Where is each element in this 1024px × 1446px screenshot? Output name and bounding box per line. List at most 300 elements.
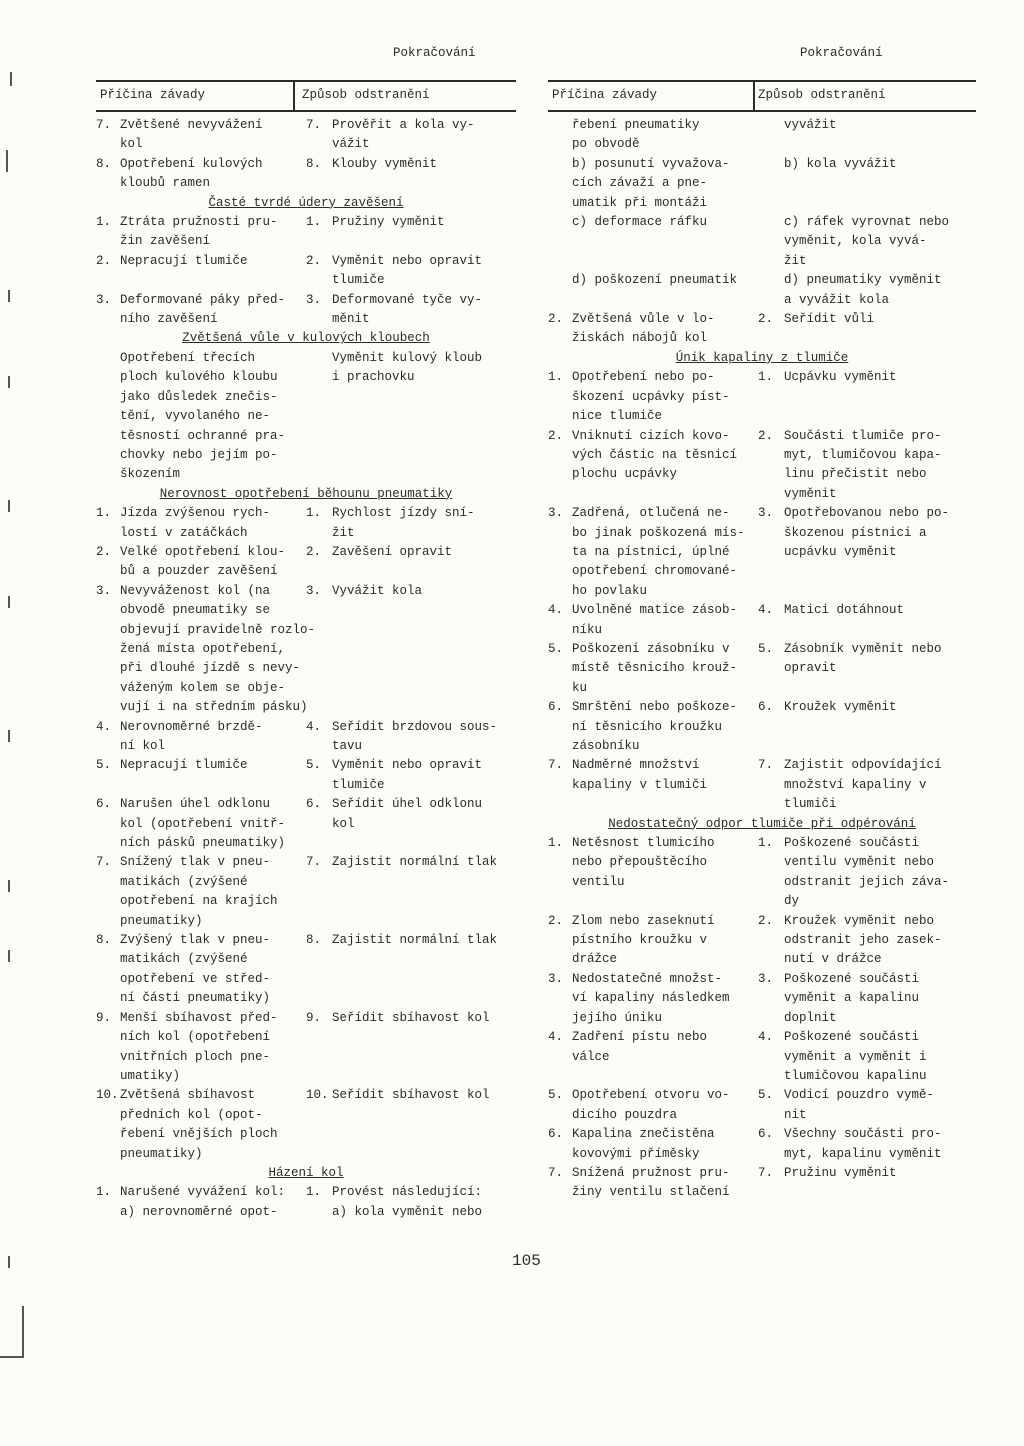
table-line (548, 1183, 976, 1202)
table-line (548, 427, 976, 446)
table-line (548, 756, 976, 775)
table-line (96, 1106, 516, 1125)
cause-text: umatiky) (120, 1068, 181, 1083)
cause-text: vují i na středním pásku) (120, 700, 308, 715)
remedy-text: Pružiny vyměnit (332, 215, 445, 230)
cause-text: nice tlumiče (572, 409, 663, 424)
item-number (548, 543, 572, 562)
table-line (548, 388, 976, 407)
table-line (96, 213, 516, 232)
item-number: 3. (548, 971, 564, 986)
cause-text (572, 892, 758, 911)
item-number (548, 1067, 572, 1086)
item-number: 6. (96, 797, 112, 812)
remedy-number (306, 368, 332, 387)
table-line (548, 989, 976, 1008)
remedy-number (306, 1028, 332, 1047)
table-line (96, 659, 516, 678)
remedy-text (784, 1183, 976, 1202)
item-number (548, 1145, 572, 1164)
table-row (96, 213, 516, 252)
remedy-text (784, 737, 976, 756)
remedy-text: tlumičovou kapalinu (784, 1068, 927, 1083)
cause-text: Opotřebení kulových (120, 156, 263, 171)
remedy-number (306, 989, 332, 1008)
remedy-text: žit (332, 525, 355, 540)
item-number: 4. (548, 1030, 564, 1045)
cause-text: Opotřebení otvoru vo- (572, 1088, 730, 1103)
remedy-number: 1. (758, 836, 774, 851)
table-line (548, 718, 976, 737)
table-line (548, 232, 976, 251)
remedy-number: 8. (306, 933, 322, 948)
remedy-number (758, 194, 784, 213)
cause-text: Ztráta pružnosti pru- (120, 215, 278, 230)
continuation-label: Pokračování (800, 46, 883, 60)
cause-text: Netěsnost tlumicího (572, 836, 715, 851)
cause-text (120, 776, 306, 795)
table-row (96, 252, 516, 291)
item-number (548, 659, 572, 678)
remedy-text: doplnit (784, 1010, 837, 1025)
cause-text: matikách (zvýšené (120, 874, 248, 889)
remedy-number (306, 892, 332, 911)
item-number (96, 621, 120, 640)
item-number: 2. (548, 913, 564, 928)
item-number (548, 873, 572, 892)
item-number (548, 1183, 572, 1202)
remedy-number (306, 349, 332, 368)
continuation-label: Pokračování (393, 46, 476, 60)
remedy-text: d) pneumatiky vyměnit (784, 273, 942, 288)
section-heading: Zvětšená vůle v kulových kloubech (182, 331, 430, 346)
cause-text: Zvýšený tlak v pneu- (120, 933, 271, 948)
table-line (96, 989, 516, 1008)
remedy-text: myt, kapalinu vyměnit (784, 1146, 942, 1161)
remedy-number (306, 601, 332, 620)
table-line (96, 1125, 516, 1144)
remedy-text: Pružinu vyměnit (784, 1165, 897, 1180)
table-line (548, 737, 976, 756)
remedy-text (332, 465, 516, 484)
remedy-text (784, 407, 976, 426)
remedy-number (758, 718, 784, 737)
cause-text: po obvodě (572, 137, 640, 152)
remedy-text: a) kola vyměnit nebo (332, 1204, 483, 1219)
section-heading: Nerovnost opotřebení běhounu pneumatiky (159, 486, 453, 501)
table-line (96, 543, 516, 562)
remedy-number (758, 135, 784, 154)
cause-text: Zadřená, otlučená ne- (572, 506, 730, 521)
remedy-number: 2. (306, 544, 322, 559)
remedy-text: Seřídit sbíhavost kol (332, 1010, 490, 1025)
table-line (96, 252, 516, 271)
remedy-number (758, 252, 784, 271)
margin-mark (0, 1356, 24, 1358)
table-line (96, 970, 516, 989)
remedy-number (306, 640, 332, 659)
item-number: 5. (548, 1088, 564, 1103)
remedy-number (306, 679, 332, 698)
item-number: 1. (96, 1185, 112, 1200)
remedy-text: Zajistit odpovídající (784, 758, 942, 773)
item-number (96, 873, 120, 892)
remedy-number (758, 291, 784, 310)
table-line (548, 135, 976, 154)
cause-text: Deformované páky před- (120, 292, 286, 307)
item-number (96, 1067, 120, 1086)
table-line (548, 679, 976, 698)
cause-text: kovovými příměsky (572, 1146, 700, 1161)
cause-text: žená místa opotřebení, (120, 641, 286, 656)
remedy-number (758, 950, 784, 969)
remedy-number (306, 815, 332, 834)
cause-text: Nedostatečné množst- (572, 971, 723, 986)
item-number: 1. (96, 506, 112, 521)
table-line (548, 1145, 976, 1164)
section-heading: Házení kol (268, 1165, 344, 1180)
remedy-number: 7. (758, 1165, 774, 1180)
table-line (96, 582, 516, 601)
cause-text: ta na pístnici, úplné (572, 544, 730, 559)
item-number: 2. (96, 253, 112, 268)
item-number (548, 1048, 572, 1067)
table-row (548, 601, 976, 640)
remedy-text: Zajistit normální tlak (332, 933, 498, 948)
remedy-text: měnit (332, 312, 370, 327)
remedy-number (758, 621, 784, 640)
cause-text: cích závaží a pne- (572, 176, 708, 191)
left-table-body (96, 116, 516, 1222)
cause-text: opotřebení chromované- (572, 564, 738, 579)
table-header (96, 80, 516, 112)
remedy-text (332, 388, 516, 407)
item-number (548, 931, 572, 950)
remedy-number (758, 989, 784, 1008)
remedy-text: vyměnit a kapalinu (784, 991, 920, 1006)
table-line (548, 291, 976, 310)
remedy-number (306, 524, 332, 543)
remedy-number (306, 912, 332, 931)
table-line (548, 834, 976, 853)
item-number (96, 912, 120, 931)
remedy-text: opravit (784, 661, 837, 676)
table-line (96, 310, 516, 329)
table-line (96, 679, 516, 698)
cause-text: opotřebení ve střed- (120, 971, 271, 986)
header-divider (293, 81, 295, 111)
remedy-number (306, 970, 332, 989)
remedy-number (758, 795, 784, 814)
remedy-number (306, 834, 332, 853)
header-divider (753, 81, 755, 111)
cause-text (572, 1067, 758, 1086)
table-line (96, 116, 516, 135)
remedy-number (306, 1048, 332, 1067)
item-number (548, 582, 572, 601)
table-line (548, 213, 976, 232)
item-number (96, 776, 120, 795)
remedy-text: Zásobník vyměnit nebo (784, 641, 942, 656)
item-number (548, 524, 572, 543)
table-line (96, 388, 516, 407)
cause-text: níku (572, 622, 603, 637)
table-row (96, 795, 516, 853)
cause-text: kloubů ramen (120, 176, 211, 191)
remedy-number: 6. (758, 700, 774, 715)
cause-text: dicího pouzdra (572, 1107, 678, 1122)
remedy-text (332, 1048, 516, 1067)
item-number (548, 1106, 572, 1125)
cause-text: místě těsnicího krouž- (572, 661, 738, 676)
remedy-text: Zavěšení opravit (332, 544, 453, 559)
remedy-text: Ucpávku vyměnit (784, 370, 897, 385)
item-number: 6. (548, 700, 564, 715)
cause-text: ní části pneumatiky) (120, 991, 271, 1006)
cause-text: řebení pneumatiky (572, 118, 700, 132)
item-number (96, 892, 120, 911)
table-line (548, 1106, 976, 1125)
table-line (548, 853, 976, 872)
item-number (548, 853, 572, 872)
item-number (96, 1145, 120, 1164)
table-line (96, 504, 516, 523)
table-line (548, 252, 976, 271)
item-number (548, 388, 572, 407)
table-line (96, 291, 516, 310)
item-number (548, 485, 572, 504)
cause-text (572, 795, 758, 814)
item-number (548, 795, 572, 814)
table-line (96, 427, 516, 446)
cause-text: Kapalina znečistěna (572, 1127, 715, 1142)
table-line (96, 174, 516, 193)
remedy-text (784, 194, 976, 213)
table-line (96, 756, 516, 775)
remedy-text (332, 1125, 516, 1144)
table-line (548, 271, 976, 290)
item-number: 2. (96, 544, 112, 559)
cause-text: ní kol (120, 739, 166, 753)
table-line (96, 718, 516, 737)
remedy-number: 3. (306, 583, 322, 598)
remedy-number (758, 737, 784, 756)
remedy-number: 2. (758, 428, 774, 443)
table-line (548, 446, 976, 465)
table-line (548, 465, 976, 484)
table-line (548, 795, 976, 814)
table-line (548, 776, 976, 795)
remedy-number: 2. (758, 913, 774, 928)
cause-text: ní těsnicího kroužku (572, 719, 723, 734)
table-line (548, 659, 976, 678)
remedy-number (306, 135, 332, 154)
header-cause: Příčina závady (552, 88, 658, 102)
table-line (96, 1145, 516, 1164)
item-number (96, 659, 120, 678)
item-number (548, 562, 572, 581)
table-line (548, 524, 976, 543)
remedy-number (306, 1067, 332, 1086)
table-line (548, 1164, 976, 1183)
table-line (548, 601, 976, 620)
remedy-text: Součásti tlumiče pro- (784, 428, 942, 443)
remedy-number (758, 155, 784, 174)
table-line (96, 1048, 516, 1067)
remedy-text (332, 601, 516, 620)
remedy-number (758, 931, 784, 950)
item-number (96, 815, 120, 834)
remedy-number: 6. (306, 797, 322, 812)
remedy-text (334, 698, 516, 717)
remedy-text: Matici dotáhnout (784, 603, 905, 618)
remedy-text: Deformované tyče vy- (332, 292, 483, 307)
table-row (96, 1183, 516, 1222)
cause-text: škozením (120, 467, 181, 482)
remedy-text (332, 679, 516, 698)
remedy-text (332, 892, 516, 911)
table-line (548, 1028, 976, 1047)
remedy-text (332, 640, 516, 659)
table-row (548, 756, 976, 814)
item-number (96, 640, 120, 659)
item-number (96, 174, 120, 193)
table-row (548, 1028, 976, 1086)
item-number (96, 562, 120, 581)
remedy-text: množství kapaliny v (784, 777, 927, 792)
cause-text: Opotřebení třecích (120, 350, 256, 365)
item-number (96, 1028, 120, 1047)
item-number: 1. (548, 836, 564, 851)
table-line (96, 950, 516, 969)
cause-text: Uvolněné matice zásob- (572, 603, 738, 618)
remedy-number (758, 1009, 784, 1028)
remedy-number (758, 873, 784, 892)
remedy-text: tlumiče (332, 777, 385, 792)
remedy-number (306, 562, 332, 581)
cause-text: Nadměrné množství (572, 758, 700, 773)
remedy-text (332, 1067, 516, 1086)
table-line (548, 1125, 976, 1144)
remedy-text (332, 970, 516, 989)
table-row (96, 931, 516, 1009)
remedy-number (758, 329, 784, 348)
cause-text: Zvětšená vůle v lo- (572, 312, 715, 327)
remedy-number (308, 698, 334, 717)
cause-text: c) deformace ráfku (572, 215, 708, 230)
table-line (96, 834, 516, 853)
item-number (96, 1125, 120, 1144)
cause-text: válce (572, 1049, 610, 1064)
table-line (96, 349, 516, 368)
cause-text: jako důsledek znečis- (120, 389, 278, 404)
remedy-number: 3. (758, 506, 774, 521)
item-number (548, 989, 572, 1008)
remedy-text (784, 135, 976, 154)
remedy-number (306, 1125, 332, 1144)
page-number: 105 (512, 1252, 541, 1270)
cause-text: Nerovnoměrné brzdě- (120, 719, 263, 734)
table-row (548, 155, 976, 213)
cause-text: Smrštění nebo poškoze- (572, 700, 738, 715)
table-row (96, 1086, 516, 1164)
item-number: 7. (548, 1165, 564, 1180)
table-line (548, 407, 976, 426)
table-line (96, 1009, 516, 1028)
table-line (548, 1048, 976, 1067)
table-line (96, 446, 516, 465)
remedy-number: 5. (758, 1088, 774, 1103)
item-number: 3. (96, 292, 112, 307)
item-number: 2. (548, 428, 564, 443)
item-number: 3. (96, 583, 112, 598)
item-number: 6. (548, 1127, 564, 1142)
cause-text: vých částic na těsnicí (572, 447, 738, 462)
remedy-number (758, 388, 784, 407)
table-line (548, 640, 976, 659)
item-number (96, 1203, 120, 1222)
remedy-text (332, 873, 516, 892)
remedy-number (758, 679, 784, 698)
remedy-number (758, 1048, 784, 1067)
remedy-text (784, 679, 976, 698)
item-number (96, 601, 120, 620)
remedy-text: Zajistit normální tlak (332, 855, 498, 870)
remedy-text: tlumiči (784, 797, 837, 812)
remedy-text: Seřídit vůli (784, 312, 875, 327)
cause-text: žiskách nábojů kol (572, 331, 708, 346)
remedy-number (758, 116, 784, 135)
table-line (96, 621, 516, 640)
remedy-text: i prachovku (332, 370, 415, 385)
cause-text: pneumatiky) (120, 913, 203, 928)
remedy-text: Poškozené součásti (784, 1030, 920, 1045)
remedy-number: 8. (306, 156, 322, 171)
table-row (96, 853, 516, 931)
table-line (548, 116, 976, 135)
cause-text: ploch kulového kloubu (120, 370, 278, 385)
item-number (548, 737, 572, 756)
item-number: 7. (96, 118, 112, 132)
remedy-text: vyvážit (784, 118, 837, 132)
table-line (96, 271, 516, 290)
cause-text: váženým kolem se obje- (120, 680, 286, 695)
remedy-text: tavu (332, 739, 363, 753)
cause-text: ních kol (opotřebení (120, 1030, 271, 1045)
item-number (96, 698, 120, 717)
table-row (548, 640, 976, 698)
item-number (548, 776, 572, 795)
table-line (548, 194, 976, 213)
table-line (548, 621, 976, 640)
cause-text: jejího úniku (572, 1010, 663, 1025)
item-number (96, 737, 120, 756)
cause-text: těsností ochranné pra- (120, 428, 286, 443)
table-row (96, 291, 516, 330)
remedy-number: 1. (306, 506, 322, 521)
remedy-number (306, 950, 332, 969)
remedy-text (784, 621, 976, 640)
table-row (548, 912, 976, 970)
item-number: 1. (548, 370, 564, 385)
remedy-text (332, 446, 516, 465)
remedy-number: 5. (758, 641, 774, 656)
remedy-number (306, 446, 332, 465)
item-number (96, 950, 120, 969)
cause-text: Poškození zásobníku v (572, 641, 730, 656)
cause-text: kol (opotřebení vnitř- (120, 816, 286, 831)
table-line (96, 155, 516, 174)
